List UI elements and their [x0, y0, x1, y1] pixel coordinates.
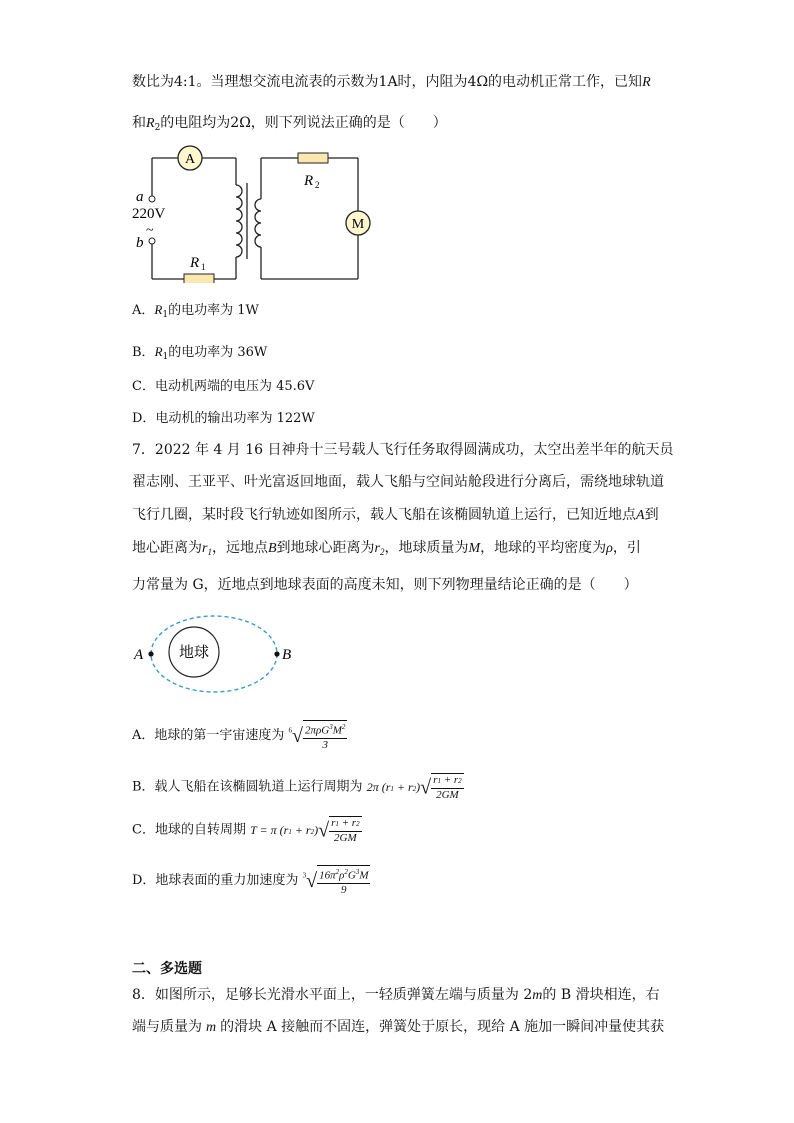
- q7-line3-text: 飞行几圈，某时段飞行轨迹如图所示，载人飞船在该椭圆轨道上运行，已知近地点: [132, 507, 636, 523]
- q6-line2-pre: 和: [132, 115, 146, 131]
- density-var: ρ: [606, 541, 613, 556]
- option-text: 的电功率为 1W: [168, 303, 259, 318]
- point-a-dot: [148, 651, 153, 656]
- q7-option-d[interactable]: [132, 865, 370, 897]
- mass-var: m: [206, 1020, 217, 1035]
- r2-sub-label: 2: [315, 180, 320, 190]
- formula-b: 2π (r1 + r2)√ $\frac{r1 + r2}{2GM}$: [366, 774, 462, 801]
- r2-symbol: R: [146, 116, 155, 131]
- option-symbol: R: [154, 302, 163, 317]
- q6-line2-post: 的电阻均为2Ω，则下列说法正确的是（ ）: [160, 115, 447, 131]
- option-symbol: R: [154, 344, 163, 359]
- terminal-a: [149, 196, 155, 202]
- r1-sub-label: 1: [201, 262, 206, 272]
- point-a-label: A: [134, 647, 144, 663]
- option-symbol-sub: 1: [162, 310, 169, 320]
- option-symbol-sub: 1: [162, 352, 169, 362]
- point-b-label: B: [282, 647, 292, 663]
- q6-line2: [132, 113, 447, 138]
- ammeter-label: A: [184, 152, 196, 167]
- q8-line2-a: 端与质量为: [132, 1019, 202, 1035]
- terminal-b-label: b: [136, 235, 144, 251]
- terminal-b: [149, 238, 155, 244]
- transformer-circuit-diagram: [128, 143, 378, 283]
- q6-option-a[interactable]: [132, 300, 259, 325]
- q7-line3: [132, 505, 659, 526]
- q7-line4-a: 地心距离为: [132, 540, 202, 556]
- motor-label: M: [351, 217, 365, 232]
- q7-line1: 7．2022 年 4 月 16 日神舟十三号载人飞行任务取得圆满成功，太空出差半年的航天员: [132, 442, 674, 458]
- q7-line4-c: 到地球心距离为: [276, 540, 375, 556]
- q7-option-b[interactable]: [132, 773, 464, 802]
- r2-var: $r_2$: [374, 541, 385, 557]
- r2-label: R: [304, 173, 314, 189]
- q7-line4-b: ，远地点: [211, 540, 268, 556]
- q7-line4-d: ，地球质量为: [384, 540, 469, 556]
- q6-line1: [132, 72, 651, 93]
- mass-var: M: [468, 541, 481, 556]
- point-b-dot: [274, 651, 279, 656]
- option-letter: C．: [132, 379, 155, 394]
- terminal-a-label: a: [136, 189, 144, 205]
- q7-option-c[interactable]: [132, 816, 362, 845]
- q7-line3-end: 到: [644, 507, 659, 523]
- q8-line2: [132, 1017, 664, 1038]
- q8-line1: [132, 985, 660, 1006]
- q7-line5: 力常量为 G，近地点到地球表面的高度未知，则下列物理量结论正确的是（ ）: [132, 577, 638, 593]
- mass-var: m: [532, 988, 543, 1003]
- q6-line1-text: 数比为4:1。当理想交流电流表的示数为1A时，内阻为4Ω的电动机正常工作，已知: [132, 74, 643, 90]
- r2-sub: 2: [154, 123, 161, 133]
- option-text: C．地球的自转周期: [132, 822, 246, 838]
- r1-var: $r_1$: [202, 541, 212, 557]
- q7-line4-f: ，引: [612, 540, 641, 556]
- resistor-r1: [184, 274, 214, 283]
- q7-line4-e: ，地球的平均密度为: [480, 540, 607, 556]
- q6-option-b[interactable]: [132, 342, 267, 367]
- point-b-ref: B: [267, 541, 277, 556]
- earth-label: 地球: [178, 645, 210, 661]
- option-text: D．地球表面的重力加速度为: [132, 872, 299, 888]
- option-letter: B．: [132, 345, 155, 360]
- q8-line1-end: 的 B 滑块相连，右: [542, 987, 660, 1003]
- r1-symbol: R: [642, 75, 651, 90]
- q6-option-d[interactable]: [132, 409, 315, 429]
- voltage-label: 220V: [132, 206, 166, 222]
- ac-tilde: ~: [146, 223, 154, 238]
- option-text: B．载人飞船在该椭圆轨道上运行周期为: [132, 779, 363, 795]
- option-text: 电动机两端的电压为 45.6V: [154, 379, 315, 394]
- option-text: 电动机的输出功率为 122W: [155, 411, 315, 426]
- q7-line4: [132, 538, 641, 562]
- formula-d: $^3$√ $\frac{16\pi^2\rho^2G^3M}{9}$: [303, 865, 371, 897]
- q8-line2-b: 的滑块 A 接触而不固连，弹簧处于原长，现给 A 施加一瞬间冲量使其获: [220, 1019, 665, 1035]
- option-text: 的电功率为 36W: [168, 345, 268, 360]
- q7-option-a[interactable]: [132, 720, 347, 752]
- point-a-ref: A: [636, 508, 645, 523]
- section-heading: 二、多选题: [132, 961, 202, 977]
- resistor-r2: [298, 153, 328, 163]
- option-letter: D．: [132, 411, 156, 426]
- option-letter: A．: [132, 303, 155, 318]
- orbit-diagram: [130, 612, 300, 697]
- formula-c: T = π (r1 + r2)√ $\frac{r1 + r2}{2GM}$: [250, 817, 360, 844]
- q8-line1-text: 8．如图所示，足够长光滑水平面上，一轻质弹簧左端与质量为 2: [132, 987, 533, 1003]
- formula-a: $^6$√ $\frac{2\pi\rho G^3M^2}{3}$: [289, 720, 348, 752]
- q6-option-c[interactable]: [132, 377, 314, 397]
- q7-line2: 翟志刚、王亚平、叶光富返回地面，载人飞船与空间站舱段进行分离后，需绕地球轨道: [132, 474, 664, 490]
- r1-label: R: [190, 255, 200, 271]
- option-text: A．地球的第一宇宙速度为: [132, 727, 285, 743]
